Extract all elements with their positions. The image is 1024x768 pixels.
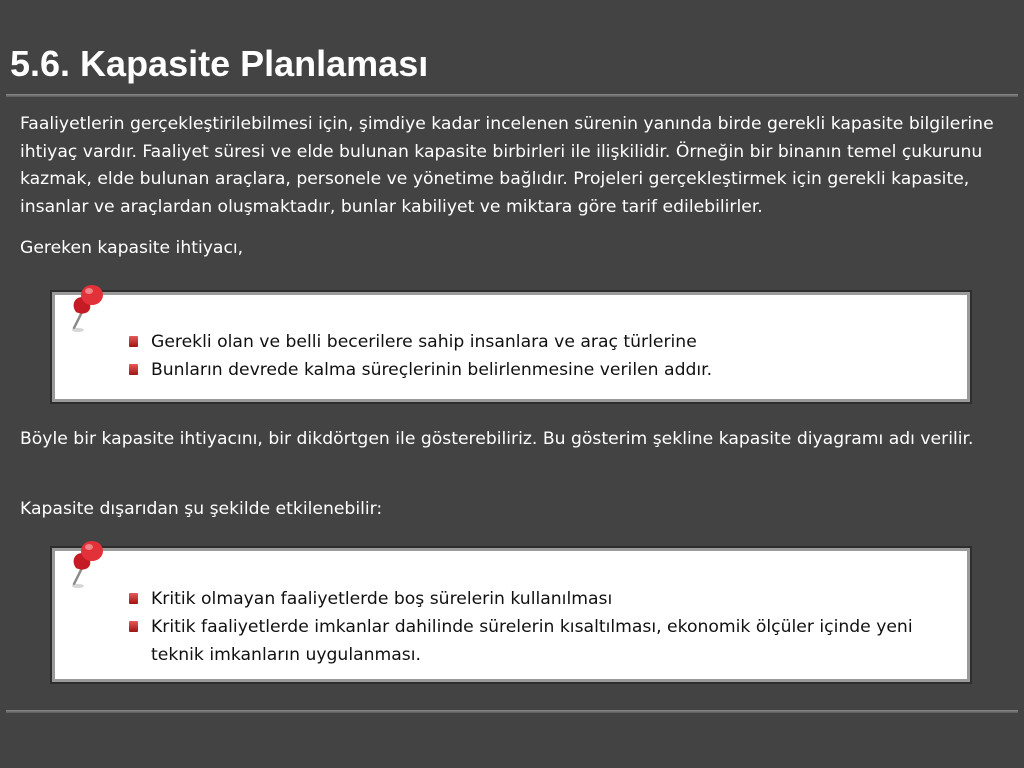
pushpin-icon	[62, 282, 108, 334]
callout-box-external-influence	[52, 548, 970, 682]
callout-list	[129, 328, 937, 384]
list-item-text: Gerekli olan ve belli becerilere sahip insanlara ve araç türlerine	[151, 332, 697, 352]
pushpin-icon	[62, 538, 108, 590]
callout-list	[129, 585, 937, 669]
callout-box-capacity-need	[52, 292, 970, 402]
square-bullet-icon	[129, 364, 138, 375]
external-influence-lead: Kapasite dışarıdan şu şekilde etkilenebilir:	[20, 499, 383, 519]
list-item-text: Kritik olmayan faaliyetlerde boş sürelerin kullanılması	[151, 589, 613, 609]
capacity-need-lead: Gereken kapasite ihtiyacı,	[20, 238, 244, 258]
square-bullet-icon	[129, 593, 138, 604]
diagram-paragraph: Böyle bir kapasite ihtiyacını, bir dikdörtgen ile gösterebiliriz. Bu gösterim şekline kapasite diyagramı adı verilir.	[20, 429, 974, 449]
square-bullet-icon	[129, 336, 138, 347]
square-bullet-icon	[129, 621, 138, 632]
list-item	[129, 356, 937, 384]
title-divider	[6, 94, 1018, 97]
list-item	[129, 328, 937, 356]
intro-paragraph: Faaliyetlerin gerçekleştirilebilmesi için, şimdiye kadar incelenen sürenin yanında birde gerekli kapasite bilgilerine ihtiyaç vardır. Faaliyet süresi ve elde bulunan kapasite birbirleri ile ilişkilidir. Örneğin bir binanın temel çukurunu kazmak, elde bulunan araçlara, personele ve yönetime bağlıdır. Projeleri gerçekleştirmek için gerekli kapasite, insanlar ve araçlardan oluşmaktadır, bunlar kabiliyet ve miktara göre tarif edilebilirler.	[20, 114, 994, 217]
slide-title: 5.6. Kapasite Planlaması	[10, 43, 429, 84]
list-item-text: Bunların devrede kalma süreçlerinin belirlenmesine verilen addır.	[151, 360, 713, 380]
footer-divider	[6, 710, 1018, 713]
list-item-text: Kritik faaliyetlerde imkanlar dahilinde sürelerin kısaltılması, ekonomik ölçüler içinde yeni teknik imkanların uygulanması.	[151, 617, 913, 665]
list-item	[129, 613, 937, 669]
list-item	[129, 585, 937, 613]
